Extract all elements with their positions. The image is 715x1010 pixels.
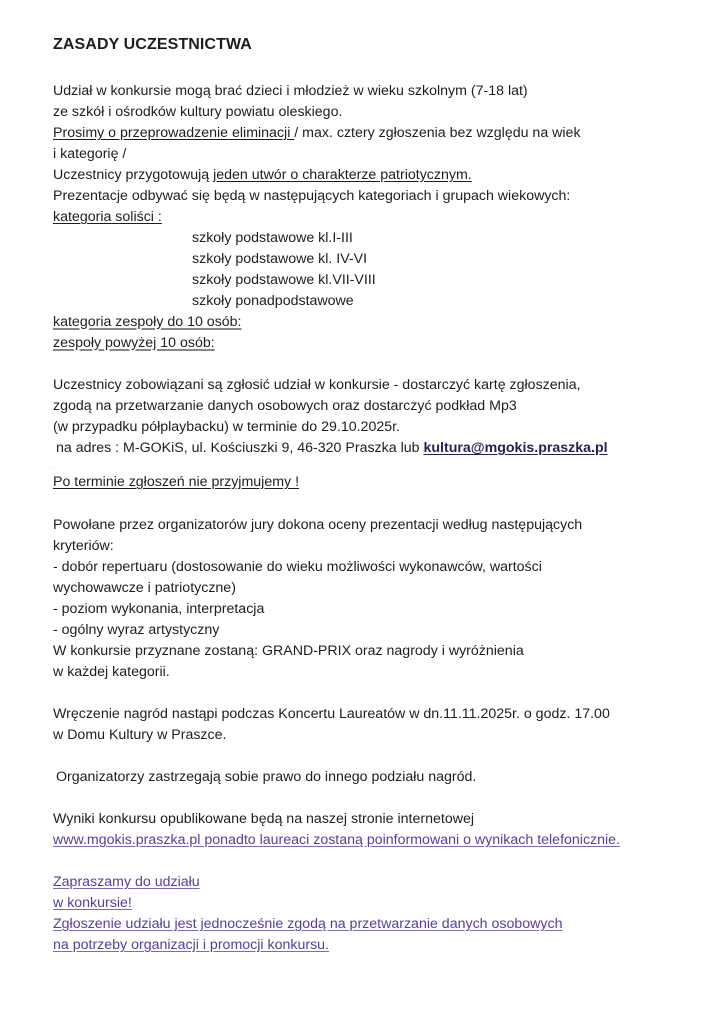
spacer [53,746,703,767]
submission-line-1: Uczestnicy zobowiązani są zgłosić udział w konkursie - dostarczyć kartę zgłoszenia, [53,377,581,393]
soloists-label-text: kategoria soliści : [53,209,162,225]
participants-prepare: Uczestnicy przygotowują [53,167,214,183]
bands-small-label: kategoria zespoły do 10 osób: [53,314,242,330]
deadline-note [53,473,703,491]
jury-line-1: Powołane przez organizatorów jury dokona oceny prezentacji według następujących [53,517,583,533]
max-entries-note: / max. cztery zgłoszenia bez względu na wiek [294,125,581,141]
intro-line-4: i kategorię / [53,146,127,162]
closing-line [53,935,703,956]
prizes-line-2: w każdej kategorii. [53,664,170,680]
closing-line [53,872,703,893]
prizes-line-1: W konkursie przyznane zostaną: GRAND-PRIX oraz nagrody i wyróżnienia [53,643,524,659]
bands-large-label: zespoły powyżej 10 osób: [53,335,215,351]
address-text: na adres : M-GOKiS, ul. Kościuszki 9, 46-320 Praszka lub [56,440,424,456]
criterion-item: - dobór repertuaru (dostosowanie do wieku możliwości wykonawców, wartości [53,559,542,575]
criterion-item: - poziom wykonania, interpretacja [53,601,265,617]
closing-line [53,893,703,914]
results-line-1: Wyniki konkursu opublikowane będą na naszej stronie internetowej [53,811,475,827]
ceremony-line-2: w Domu Kultury w Praszce. [53,727,227,743]
jury-line-2: kryteriów: [53,538,114,554]
closing-line [53,914,703,935]
submission-address-line [53,438,703,459]
spacer [53,60,703,81]
results-link-line [53,830,703,851]
submission-line-2: zgodą na przetwarzanie danych osobowych oraz dostarczyć podkład Mp3 [53,398,517,414]
elimination-request: Prosimy o przeprowadzenie eliminacji [53,125,295,141]
document-page [53,30,703,956]
spacer [53,788,703,809]
soloist-group: szkoły podstawowe kl. IV-VI [192,251,368,267]
intro-line-5 [53,165,703,186]
ceremony-line-1: Wręczenie nagród nastąpi podczas Koncertu Laureatów w dn.11.11.2025r. o godz. 17.00 [53,706,610,722]
invitation-link[interactable]: Zapraszamy do udziału [53,874,200,890]
bands-large-category [53,333,703,354]
invitation-link-continued[interactable]: w konkursie! [53,895,132,911]
bands-small-category [53,312,703,333]
spacer [53,491,703,515]
stray-dot: . [53,465,55,471]
page-title: ZASADY UCZESTNICTWA [53,36,252,53]
email-link[interactable]: kultura@mgokis.praszka.pl [423,440,608,456]
soloists-category-label [53,207,703,228]
deadline-note-text: Po terminie zgłoszeń nie przyjmujemy ! [53,474,300,490]
criterion-item: - ogólny wyraz artystyczny [53,622,220,638]
intro-line-1: Udział w konkursie mogą brać dzieci i młodzież w wieku szkolnym (7-18 lat) [53,83,528,99]
consent-link-continued[interactable]: na potrzeby organizacji i promocji konkursu. [53,937,329,953]
soloist-group: szkoły ponadpodstawowe [192,293,354,309]
intro-line-2: ze szkół i ośrodków kultury powiatu oleskiego. [53,104,343,120]
spacer [53,354,703,375]
soloist-group: szkoły podstawowe kl.VII-VIII [192,272,376,288]
website-link[interactable]: www.mgokis.praszka.pl ponadto laureaci zostaną poinformowani o wynikach telefonicznie. [53,832,621,848]
submission-line-3: (w przypadku półplaybacku) w terminie do 29.10.2025r. [53,419,400,435]
intro-line-3 [53,123,703,144]
consent-link[interactable]: Zgłoszenie udziału jest jednocześnie zgodą na przetwarzanie danych osobowych [53,916,563,932]
spacer [53,851,703,872]
criterion-item: wychowawcze i patriotyczne) [53,580,236,596]
spacer [53,683,703,704]
soloist-group: szkoły podstawowe kl.I-III [192,230,353,246]
reservation-note: Organizatorzy zastrzegają sobie prawo do innego podziału nagród. [56,769,477,785]
patriotic-piece-requirement: jeden utwór o charakterze patriotycznym. [213,167,472,183]
intro-line-6: Prezentacje odbywać się będą w następujących kategoriach i grupach wiekowych: [53,188,571,204]
